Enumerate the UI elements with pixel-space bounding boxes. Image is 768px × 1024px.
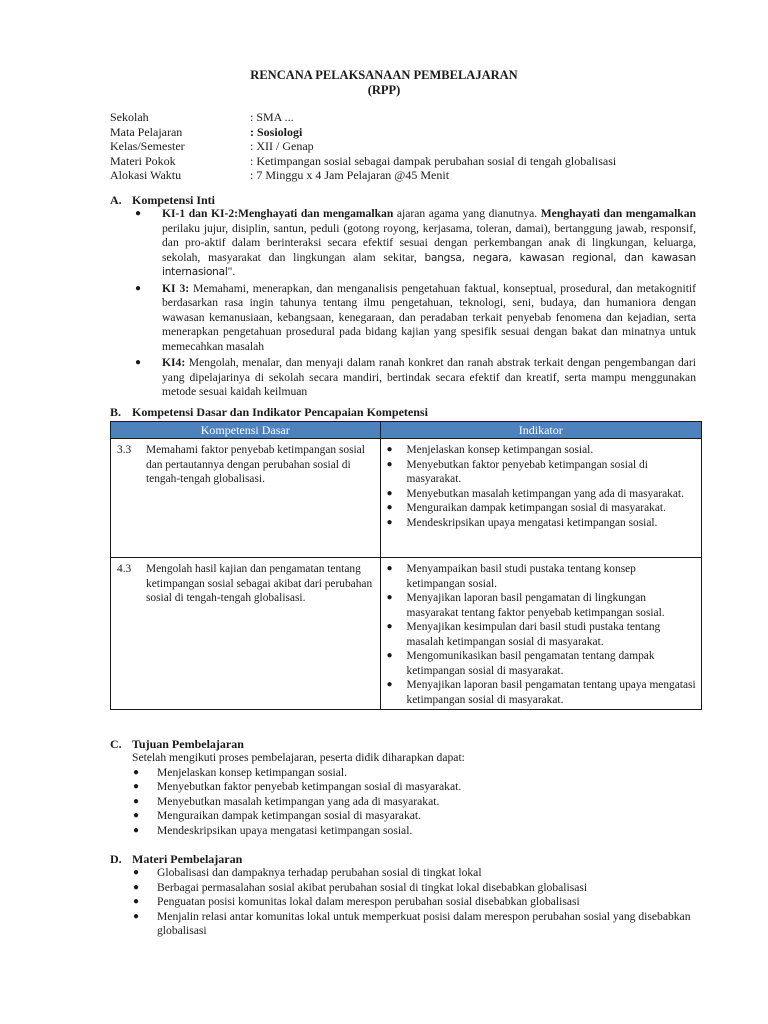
meta-value: : XII / Genap <box>250 139 314 153</box>
list-item <box>385 649 697 678</box>
list-item <box>132 766 692 781</box>
table-row <box>111 558 702 710</box>
list-item <box>132 895 692 910</box>
section-d-heading <box>110 852 242 866</box>
kd-cell <box>111 439 381 558</box>
list-item <box>385 620 697 649</box>
objective-text: Menyebutkan masalah ketimpangan yang ada di masyarakat. <box>157 794 440 808</box>
meta-label: Materi Pokok <box>110 153 176 168</box>
indicator-cell <box>380 558 701 710</box>
indicator-list <box>385 443 697 530</box>
list-item <box>132 866 692 881</box>
indicator-text: Menyajikan laporan basil pengamatan tentang upaya mengatasi ketimpangan sosial di masyarakat. <box>406 679 696 706</box>
meta-row-mapel <box>110 125 616 140</box>
kd-table <box>110 421 702 710</box>
bullet-icon: ● <box>133 810 140 821</box>
section-title: Kompetensi Inti <box>132 193 216 207</box>
bullet-icon: ● <box>133 766 140 778</box>
material-text: Globalisasi dan dampaknya terhadap perubahan sosial di tingkat lokal <box>157 866 482 879</box>
bullet-icon: ● <box>133 824 140 836</box>
list-item <box>385 678 697 707</box>
bullet-icon: ● <box>135 357 142 368</box>
list-item <box>385 487 697 502</box>
ki-item <box>132 282 696 355</box>
indicator-text: Menyajikan laporan basil pengamatan di lingkungan masyarakat tentang faktor penyebab ketimpangan sosial. <box>406 592 665 619</box>
kd-cell <box>111 558 381 710</box>
meta-label: Mata Pelajaran <box>110 124 183 139</box>
objective-text: Menguraikan dampak ketimpangan sosial di masyarakat. <box>157 809 422 822</box>
ki-body: perilaku jujur, disiplin, santun, peduli (gotong royong, kerjasama, toleran, damai), bertanggung jawab, responsif, dan pro-aktif dalam berinteraksi secara efektif sesuai dengan perkembangan anak di lingkungan, keluarga, sekolah, masyarakat dan lingkungan alam sekitar, <box>162 221 696 264</box>
list-item <box>385 591 697 620</box>
objective-text: Menyebutkan faktor penyebab ketimpangan sosial di masyarakat. <box>157 780 462 793</box>
list-item <box>385 516 697 531</box>
indicator-text: Menyampaikan basil studi pustaka tentang konsep ketimpangan sosial. <box>406 563 636 590</box>
ki-body: Mengolah, menalar, dan menyaji dalam ranah konkret dan ranah abstrak terkait dengan pengembangan dari yang dipelajarinya di sekolah secara mandiri, bertindak secara efektif dan kreatif, serta mampu menggunakan metode sesuai kaidah keilmuan <box>162 356 696 398</box>
ki-label: KI4: <box>162 356 186 369</box>
section-letter: B. <box>110 405 122 419</box>
meta-row-sekolah <box>110 110 616 125</box>
list-item <box>132 910 692 939</box>
materials-block <box>132 866 692 939</box>
meta-block <box>110 110 616 183</box>
bullet-icon: ● <box>135 208 142 219</box>
doc-title: RENCANA PELAKSANAAN PEMBELAJARAN <box>250 68 518 82</box>
section-c-heading <box>110 737 244 751</box>
column-header-kd: Kompetensi Dasar <box>111 422 381 439</box>
indicator-text: Menyebutkan faktor penyebab ketimpangan sosial di masyarakat. <box>406 458 648 485</box>
list-item <box>132 809 692 824</box>
bullet-icon: ● <box>133 781 140 792</box>
section-title: Kompetensi Dasar dan Indikator Pencapaian Kompetensi <box>132 405 428 419</box>
meta-label: Kelas/Semester <box>110 139 185 153</box>
table-row <box>111 439 702 558</box>
list-item <box>385 501 697 516</box>
bullet-icon: ● <box>386 650 393 661</box>
list-item <box>385 443 697 458</box>
indicator-text: Mendeskripsikan upaya mengatasi ketimpangan sosial. <box>406 516 658 529</box>
bullet-icon: ● <box>386 502 393 513</box>
meta-value: : 7 Minggu x 4 Jam Pelajaran @45 Menit <box>250 168 450 182</box>
bullet-icon: ● <box>386 563 393 574</box>
ki-body: ajaran agama yang dianutnya. <box>393 207 541 220</box>
ki-label: KI-1 dan KI-2:Menghayati dan mengamalkan <box>162 207 394 220</box>
material-text: Menjalin relasi antar komunitas lokal untuk memperkuat posisi dalam merespon perubahan sosial yang disebabkan globalisasi <box>157 909 691 937</box>
ki-label: KI 3: <box>162 281 190 295</box>
section-letter: D. <box>110 852 122 866</box>
bullet-icon: ● <box>386 592 393 603</box>
ki-bold: Menghayati dan mengamalkan <box>540 207 696 220</box>
indicator-cell <box>380 439 701 558</box>
list-item <box>132 881 692 896</box>
bullet-icon: ● <box>133 881 140 893</box>
meta-row-alokasi <box>110 168 616 183</box>
list-item <box>132 795 692 810</box>
bullet-icon: ● <box>133 896 140 907</box>
meta-row-kelas <box>110 139 616 154</box>
meta-label: Sekolah <box>110 110 149 124</box>
ki-list <box>132 207 696 402</box>
bullet-icon: ● <box>133 795 140 807</box>
section-a-heading <box>110 193 215 207</box>
bullet-icon: ● <box>386 444 393 455</box>
bullet-icon: ● <box>386 458 393 470</box>
doc-subtitle: (RPP) <box>367 83 401 97</box>
indicator-text: Menyajikan kesimpulan dari basil studi pustaka tentang masalah ketimpangan sosial di masyarakat. <box>406 621 661 648</box>
indicator-text: Menyebutkan masalah ketimpangan yang ada di masyarakat. <box>406 487 684 500</box>
meta-value: : Ketimpangan sosial sebagai dampak perubahan sosial di tengah globalisasi <box>250 153 617 168</box>
list-item <box>385 562 697 591</box>
objective-text: Mendeskripsikan upaya mengatasi ketimpangan sosial. <box>157 823 413 837</box>
meta-row-materi <box>110 154 616 169</box>
ki-text <box>162 207 696 280</box>
ki-body: Memahami, menerapkan, dan menganalisis pengetahuan faktual, konseptual, prosedural, dan metakognitif berdasarkan rasa ingin tahunya tentang ilmu pengetahuan, teknologi, seni, budaya, dan humaniora dengan wawasan kemanusiaan, kebangsaan, kenegaraan, dan peradaban terkait penyebab fenomena dan kejadian, serta menerapkan pengetahuan prosedural pada bidang kajian yang spesifik sesuai dengan bakat dan minatnya untuk memecahkan masalah <box>162 281 697 353</box>
ki-handwritten: bangsa, negara, kawasan regional, dan kawasan internasional <box>162 251 696 278</box>
ki-item <box>132 207 696 280</box>
material-text: Berbagai permasalahan sosial akibat perubahan sosial di tingkat lokal disebabkan globalisasi <box>157 880 588 894</box>
bullet-icon: ● <box>386 516 393 528</box>
bullet-icon: ● <box>386 487 393 499</box>
ki-end: ". <box>227 265 236 278</box>
section-title: Materi Pembelajaran <box>132 852 243 866</box>
meta-value: : Sosiologi <box>250 124 303 139</box>
ki-text <box>162 356 696 400</box>
bullet-icon: ● <box>386 679 393 690</box>
objective-text: Menjelaskan konsep ketimpangan sosial. <box>157 765 347 779</box>
table-header-row <box>111 422 702 439</box>
kd-number: 4.3 <box>117 563 132 575</box>
bullet-icon: ● <box>133 910 140 922</box>
objectives-intro: Setelah mengikuti proses pembelajaran, peserta didik diharapkan dapat: <box>132 751 465 764</box>
list-item <box>385 458 697 487</box>
list-item <box>132 780 692 795</box>
section-letter: A. <box>110 193 122 207</box>
bullet-icon: ● <box>386 621 393 632</box>
kd-text: Mengolah hasil kajian dan pengamatan tentang ketimpangan sosial sebagai akibat dari perubahan sosial di tengah-tengah globalisasi. <box>146 563 373 604</box>
bullet-icon: ● <box>135 282 142 294</box>
section-letter: C. <box>110 737 122 751</box>
indicator-text: Menjelaskan konsep ketimpangan sosial. <box>406 444 594 456</box>
section-b-heading <box>110 405 428 419</box>
ki-item <box>132 356 696 400</box>
indicator-text: Mengomunikasikan basil pengamatan tentang dampak ketimpangan sosial di masyarakat. <box>406 650 655 677</box>
bullet-icon: ● <box>133 867 140 878</box>
list-item <box>132 824 692 839</box>
meta-label: Alokasi Waktu <box>110 168 182 182</box>
column-header-indikator: Indikator <box>380 422 701 439</box>
kd-number: 3.3 <box>117 444 132 456</box>
section-title: Tujuan Pembelajaran <box>132 737 244 751</box>
objectives-block <box>132 751 692 838</box>
ki-text <box>162 282 696 355</box>
kd-text: Memahami faktor penyebab ketimpangan sosial dan pertautannya dengan perubahan sosial di tengah-tengah globalisasi. <box>146 444 365 485</box>
material-text: Penguatan posisi komunitas lokal dalam merespon perubahan sosial disebabkan globalisasi <box>157 895 580 908</box>
meta-value: : SMA ... <box>250 110 294 124</box>
indicator-list <box>385 562 697 707</box>
indicator-text: Menguraikan dampak ketimpangan sosial di masyarakat. <box>406 502 666 514</box>
